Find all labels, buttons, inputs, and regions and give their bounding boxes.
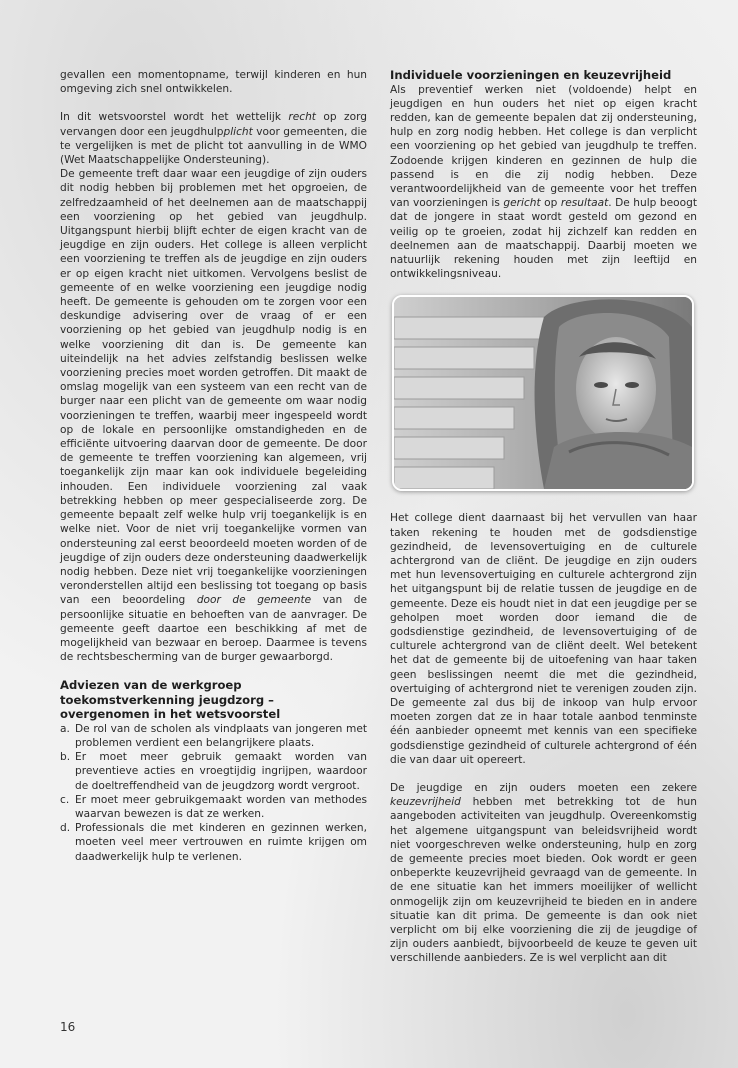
list-item: b. Er moet meer gebruik gemaakt worden van preventieve acties en vroegtijdig ingrijpen, waardoor de doeltreffendheid van de jeugdzorg wordt vergroot. <box>60 751 367 792</box>
paragraph-recht-plicht: In dit wetsvoorstel wordt het wettelijk recht op zorg vervangen door een jeugdhulpplicht voor gemeenten, die te vergelijken is met de plicht tot aanvulling in de WMO (Wet Maatschappelijke Ondersteuning). <box>60 111 367 167</box>
emphasis-door-de-gemeente: door de gemeente <box>196 594 312 607</box>
emphasis-plicht: plicht <box>223 125 253 138</box>
paragraph-godsdienst: Het college dient daarnaast bij het vervullen van haar taken rekening te houden met de godsdienstige gezindheid, de levensovertuiging en de culturele achtergrond van de cliënt. De jeugdige en zijn ouders met hun levensovertuiging en culturele achtergrond zijn het uitgangspunt bij de relatie tussen de jeugdige en de gemeente. Deze eis houdt niet in dat een jeugdige per se geholpen moet worden door iemand die de godsdienstige gezindheid, de levensovertuiging of de culturele achtergrond van de cliënt deelt. Wel betekent het dat de gemeente bij de uitoefening van haar taken geen beslissingen neemt die met die gezindheid, overtuiging of achtergrond niet te verenigen zouden zijn. De gemeente zal dus bij de inkoop van hulp ervoor moeten zorgen dat ze in haar totale aanbod tenminste één aanbieder opneemt met kennis van een specifieke godsdienstige gezindheid of culturele achtergrond of één die van daar uit opereert. <box>390 512 697 766</box>
paragraph-preventief: Als preventief werken niet (voldoende) helpt en jeugdigen en hun ouders het niet op eigen kracht redden, kan de gemeente bepalen dat zij ondersteuning, hulp en zorg nodig hebben. Het college is dan verplicht een voorziening op het gebied van jeugdhulp te treffen. Zodoende krijgen kinderen en gezinnen de hulp die passend is en die zij nodig hebben. Deze verantwoordelijkheid van de gemeente voor het treffen van voorzieningen is gericht op resultaat. De hulp beoogt dat de jongere in staat wordt gesteld om gezond en veilig op te groeien, zodat hij zichzelf kan redden en deelnemen aan de maatschappij. Daarbij moeten we natuurlijk rekening houden met zijn leeftijd en ontwikkelingsniveau. <box>390 83 697 281</box>
page-number: 16 <box>60 1020 76 1034</box>
heading-adviezen: Adviezen van de werkgroep toekomstverkenning jeugdzorg – overgenomen in het wetsvoorstel <box>60 678 281 722</box>
list-item: a. De rol van de scholen als vindplaats van jongeren met problemen verdient een belangrijkere plaats. <box>60 722 367 750</box>
advice-list <box>60 722 367 864</box>
list-item: c. Er moet meer gebruikgemaakt worden van methodes waarvan bewezen is dat ze werken. <box>60 793 367 821</box>
emphasis-gericht: gericht <box>503 197 541 210</box>
left-column <box>60 68 367 864</box>
photo-boy-hoodie <box>392 295 694 491</box>
list-item: d. Professionals die met kinderen en gezinnen werken, moeten veel meer vertrouwen en ruimte krijgen om daadwerkelijk hulp te verlenen. <box>60 822 367 863</box>
right-column <box>390 68 697 966</box>
paragraph-gemeente-treft: De gemeente treft daar waar een jeugdige of zijn ouders dit nodig hebben bij problemen met het opgroeien, de zelfredzaamheid of het deelnemen aan de maatschappij een voorziening op het gebied van jeugdhulp. Uitgangspunt hierbij blijft echter de eigen kracht van de jeugdige en zijn ouders. Het college is alleen verplicht een voorziening te treffen als de jeugdige en zijn ouders er op eigen kracht niet uitkomen. Vervolgens beslist de gemeente of en welke voorziening een jeugdige nodig heeft. De gemeente is gehouden om te zorgen voor een deskundige advisering over de vraag of er een voorziening op het gebied van jeugdhulp nodig is en welke voorziening dit dan is. De gemeente kan uiteindelijk na het advies zelfstandig beslissen welke voorziening precies moet worden getroffen. Dit maakt de omslag mogelijk van een systeem van een recht van de burger naar een plicht van de gemeente om waar nodig voorzieningen te treffen, waarbij meer ingespeeld wordt op de lokale en persoonlijke omstandigheden en de efficiënte uitvoering daarvan door de gemeente. De door de gemeente te treffen voorziening kan algemeen, vrij toegankelijk zijn maar kan ook individuele begeleiding inhouden. Een individuele voorziening zal vaak betrekking hebben op meer gespecialiseerde zorg. De gemeente bepaalt zelf welke hulp vrij toegankelijk is en welke niet. Voor de niet vrij toegankelijke vormen van ondersteuning zal eerst beoordeeld moeten worden of de jeugdige of zijn ouders deze ondersteuning daadwerkelijk nodig hebben. Deze niet vrij toegankelijke voorzieningen veronderstellen altijd een beslissing tot toegang op basis van een beoordeling door de gemeente van de persoonlijke situatie en behoeften van de aanvrager. De gemeente geeft daartoe een beschikking af met de mogelijkheid van bezwaar en beroep. Daarmee is tevens de rechtsbescherming van de burger gewaarborgd. <box>60 168 367 664</box>
heading-individuele-voorzieningen: Individuele voorzieningen en keuzevrijheid <box>390 68 672 82</box>
emphasis-keuzevrijheid: keuzevrijheid <box>390 796 461 809</box>
emphasis-recht: recht <box>288 111 316 124</box>
emphasis-resultaat: resultaat <box>560 197 609 210</box>
paragraph-keuzevrijheid: De jeugdige en zijn ouders moeten een zekere keuzevrijheid hebben met betrekking tot de hun aangeboden activiteiten van jeugdhulp. Overeenkomstig het algemene uitgangspunt van beleidsvrijheid wordt niet voorgeschreven welke ondersteuning, hulp en zorg de gemeente precies moet bieden. Ook wordt er geen onbeperkte keuzevrijheid gevraagd van de gemeente. In de ene situatie kan het immers moeilijker of wellicht onmogelijk zijn om keuzevrijheid te bieden en in andere situatie kan dit prima. De gemeente is dan ook niet verplicht om bij elke voorziening die zij de jeugdige of zijn ouders aanbiedt, bijvoorbeeld de keuze te geven uit verschillende aanbieders. Ze is wel verplicht aan dit <box>390 782 697 965</box>
paragraph-intro: gevallen een momentopname, terwijl kinderen en hun omgeving zich snel ontwikkelen. <box>60 69 367 96</box>
photo-illustration <box>394 297 692 489</box>
